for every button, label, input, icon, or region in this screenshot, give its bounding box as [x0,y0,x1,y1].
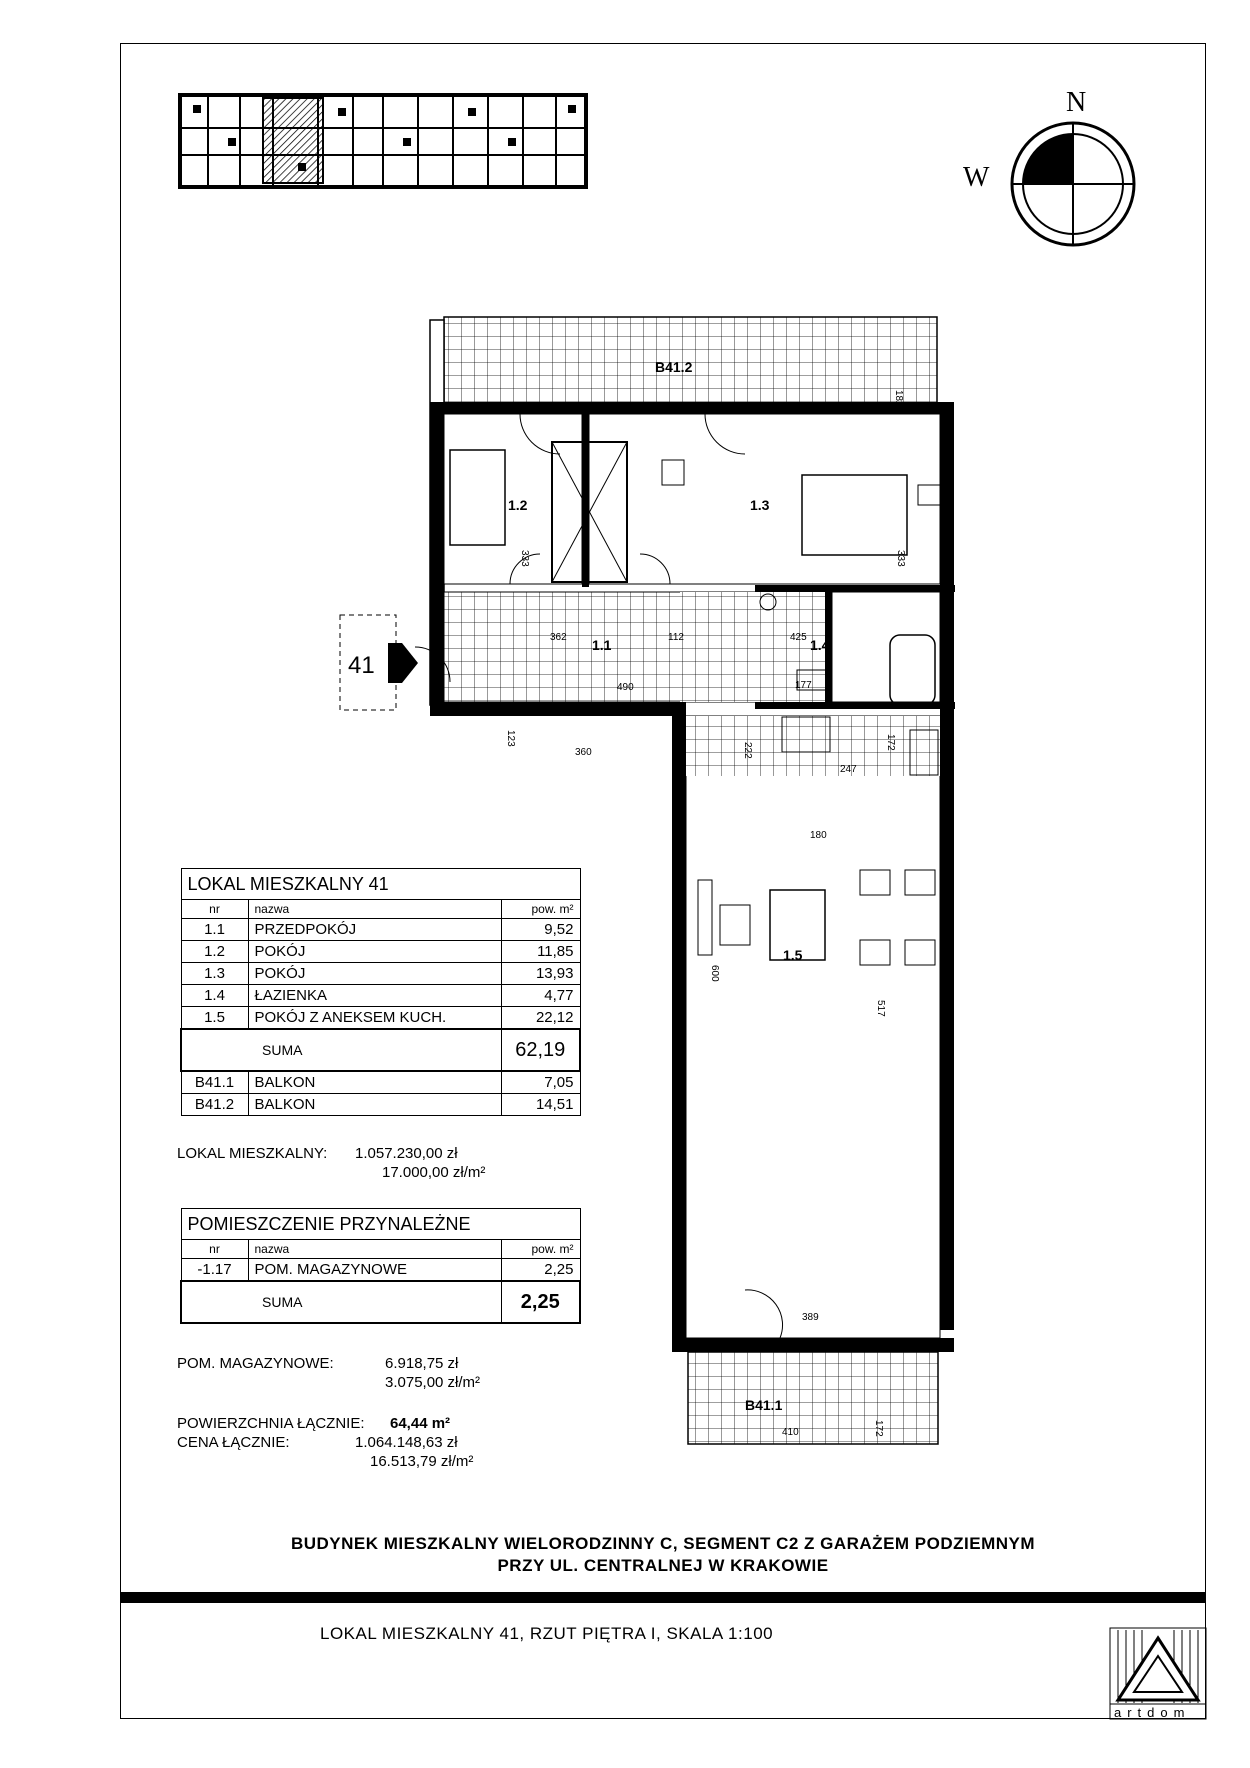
storage-area-table [180,1208,581,1324]
dim-b412-width: 794 [700,404,717,415]
north-arrow-compass [960,85,1160,260]
storage-table-title: POMIESZCZENIE PRZYNALEŻNE [181,1209,580,1240]
dim-kitchen: 180 [810,830,827,841]
sum-value: 62,19 [501,1029,580,1071]
total-area-label: POWIERZCHNIA ŁĄCZNIE: [177,1415,365,1432]
col-header-area: pow. m² [501,1240,580,1259]
table-row: 1.1 PRZEDPOKÓJ 9,52 [181,919,580,941]
dim-r14-door: 222 [742,742,753,759]
dim-r14-width: 247 [840,764,857,775]
room-label-1-2: 1.2 [508,497,528,513]
total-price-per-m2: 16.513,79 zł/m² [370,1453,474,1470]
dim-r11-bottom: 360 [575,747,592,758]
dim-r15-height: 600 [709,965,720,982]
dim-b412-depth: 182 [893,390,904,407]
building-title-line-2: PRZY UL. CENTRALNEJ W KRAKOWIE [497,1556,829,1575]
room-label-1-3: 1.3 [750,497,770,513]
table-row: 1.5 POKÓJ Z ANEKSEM KUCH. 22,12 [181,1007,580,1030]
room-label-1-5: 1.5 [783,947,803,963]
unit-price: 1.057.230,00 zł [355,1145,458,1162]
table-row: 1.3 POKÓJ 13,93 [181,963,580,985]
sum-label: SUMA [181,1281,501,1323]
dim-b411-depth: 172 [873,1420,884,1437]
table-row: 1.2 POKÓJ 11,85 [181,941,580,963]
unit-price-label: LOKAL MIESZKALNY: [177,1145,328,1162]
table-row: B41.2 BALKON 14,51 [181,1094,580,1116]
dim-r13-height: 333 [895,550,906,567]
col-header-name: nazwa [248,1240,501,1259]
col-header-name: nazwa [248,900,501,919]
sum-label: SUMA [181,1029,501,1071]
sum-value: 2,25 [501,1281,580,1323]
entrance-number: 41 [348,652,375,679]
unit-area-table [180,868,581,1116]
total-price-label: CENA ŁĄCZNIE: [177,1434,290,1451]
storage-price-per-m2: 3.075,00 zł/m² [385,1374,481,1391]
sum-row [181,1281,580,1323]
balcony-label-b41-1: B41.1 [745,1397,783,1413]
dim-r14-bath: 172 [885,734,896,751]
room-label-1-4: 1.4 [810,637,830,653]
west-label: W [963,162,990,193]
dim-r15-side: 517 [875,1000,886,1017]
col-header-nr: nr [181,1240,248,1259]
col-header-area: pow. m² [501,900,580,919]
building-key-plan [178,93,588,192]
storage-price: 6.918,75 zł [385,1355,459,1372]
table-row: -1.17 POM. MAGAZYNOWE 2,25 [181,1259,580,1282]
sheet-caption: LOKAL MIESZKALNY 41, RZUT PIĘTRA I, SKALA 1:100 [320,1624,774,1643]
dim-r12-width: 362 [550,632,567,643]
dim-r11-top: 490 [617,682,634,693]
table-row: B41.1 BALKON 7,05 [181,1071,580,1094]
dim-r13-width: 425 [790,632,807,643]
north-label: N [1066,87,1087,118]
dim-r11-side: 123 [505,730,516,747]
dim-b411-width: 410 [782,1427,799,1438]
dim-r15-width: 389 [802,1312,819,1323]
artdom-logo [1110,1628,1206,1719]
dim-r14-top: 177 [795,680,812,691]
table-row: 1.4 ŁAZIENKA 4,77 [181,985,580,1007]
total-price-value: 1.064.148,63 zł [355,1434,458,1451]
room-label-1-1: 1.1 [592,637,612,653]
balcony-label-b41-2: B41.2 [655,359,693,375]
sum-row [181,1029,580,1071]
unit-price-per-m2: 17.000,00 zł/m² [382,1164,486,1181]
dim-closet: 112 [668,632,684,643]
storage-price-label: POM. MAGAZYNOWE: [177,1355,334,1372]
building-title-line-1: BUDYNEK MIESZKALNY WIELORODZINNY C, SEGMENT C2 Z GARAŻEM PODZIEMNYM [290,1534,1036,1553]
col-header-nr: nr [181,900,248,919]
unit-table-title: LOKAL MIESZKALNY 41 [181,869,580,900]
logo-text: artdom [1114,1705,1191,1720]
total-area-value: 64,44 m² [390,1415,451,1432]
dim-r12-height: 333 [519,550,530,567]
title-divider [120,1592,1206,1603]
